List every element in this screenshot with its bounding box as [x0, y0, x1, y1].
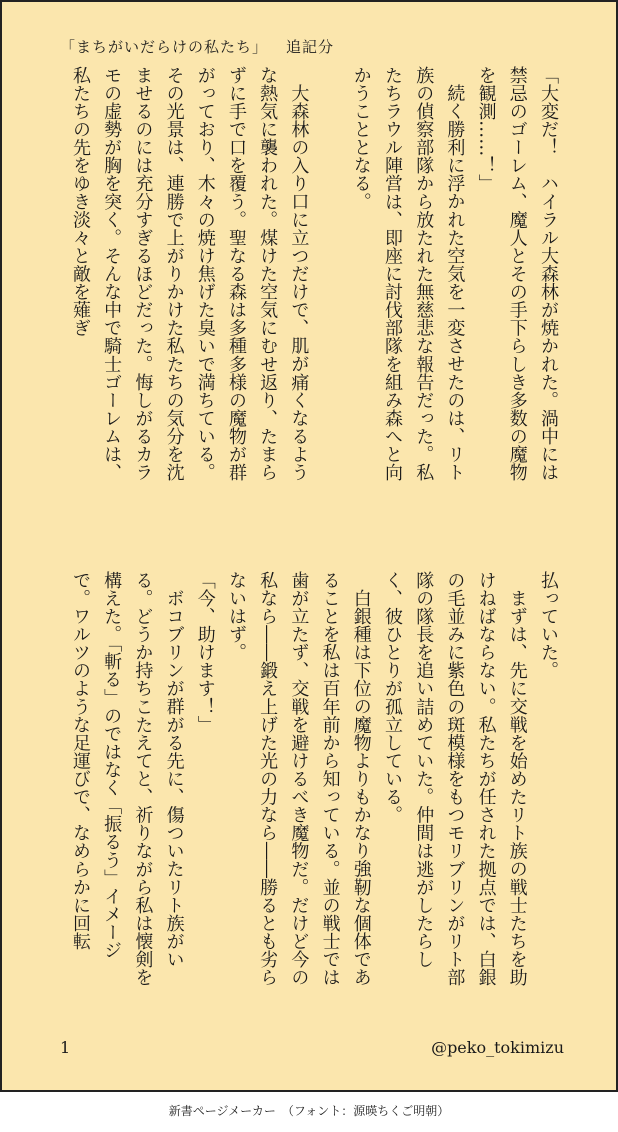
page-number: 1 — [60, 1038, 71, 1057]
lower-text-block — [58, 571, 564, 995]
generator-credit: 新書ページメーカー （フォント：源暎ちくご明朝） — [168, 1104, 450, 1118]
paragraph: 払っていた。 — [538, 571, 559, 680]
book-title: 「まちがいだらけの私たち」 — [60, 38, 269, 56]
paragraph: 白銀種は下位の魔物よりもかなり強靭な個体であることを私は百年前から知っている。並の戦士では歯が立たず、交戦を避けるべき魔物だ。だけど今の私なら――鍛え上げた光の力なら――勝るとも劣らないはず。 — [225, 571, 372, 987]
paragraph: 「大変だ！ ハイラル大森林が焼かれた。渦中には禁忌のゴーレム、魔人とその手下らしき多数の魔物を観測……！」 — [475, 66, 559, 482]
paragraph: 続く勝利に浮かれた空気を一変させたのは、リト族の偵察部隊から放たれた無慈悲な報告だった。私たちラウル陣営は、即座に討伐部隊を組み森へと向かうこととなる。 — [350, 66, 466, 482]
section-subtitle: 追記分 — [286, 38, 335, 56]
dialogue-line: 「今、助けます！」 — [194, 571, 216, 734]
paragraph: ボコブリンが群がる先に、傷ついたリト族がいる。どうか持ちこたえてと、祈りながら私は懐剣を構えた。「斬る」のではなく「振るう」イメージで。ワルツのような足運びで、なめらかに回転 — [69, 571, 185, 987]
paragraph: まずは、先に交戦を始めたリト族の戦士たちを助けねばならない。私たちが任された拠点では、白銀の毛並みに紫色の斑模様をもつモリブリンがリト部隊の隊長を追い詰めていた。仲間は逃がしたらしく、彼ひとりが孤立している。 — [381, 571, 528, 987]
upper-text-block — [58, 66, 564, 490]
blank-line — [314, 66, 345, 490]
paragraph: 大森林の入り口に立つだけで、肌が痛くなるような熱気に襲われた。煤けた空気にむせ返り、たまらずに手で口を覆う。聖なる森は多種多様の魔物が群がっており、木々の焼け焦げた臭いで満ちている。その光景は、連勝で上がりかけた私たちの気分を沈ませるのには充分すぎるほどだった。悔しがるカラモの虚勢が胸を突く。そんな中で騎士ゴーレムは、私たちの先をゆき淡々と敵を薙ぎ — [69, 66, 310, 482]
running-header — [60, 36, 334, 57]
author-handle: @peko_tokimizu — [431, 1038, 564, 1057]
